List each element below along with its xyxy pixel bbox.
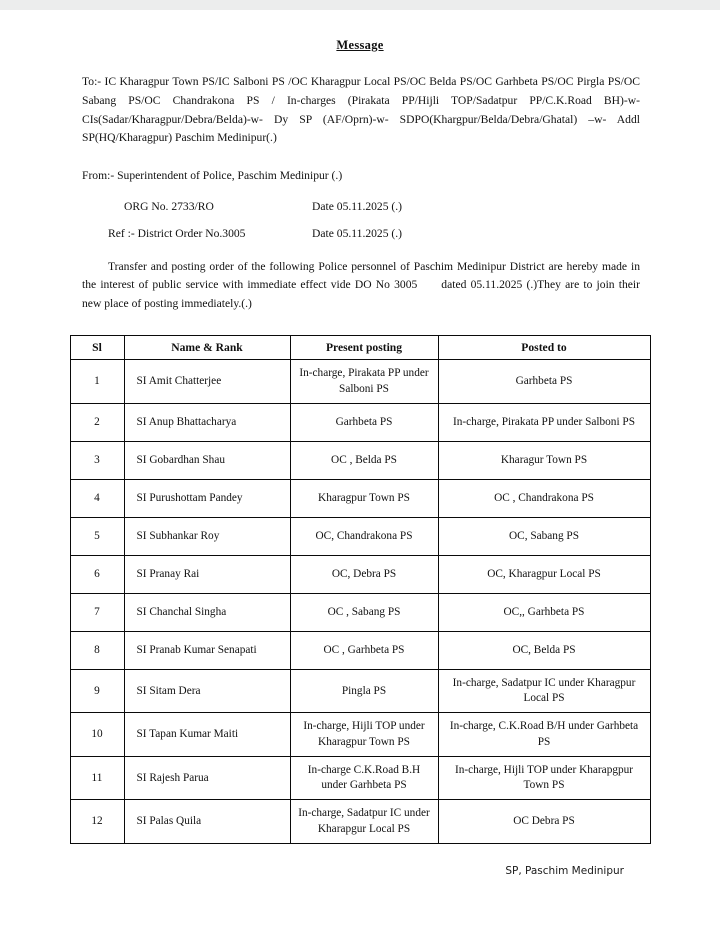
document-title: Message: [336, 38, 384, 52]
cell-posted-to: Garhbeta PS: [438, 360, 650, 404]
order-paragraph: [82, 258, 640, 313]
cell-present-posting: OC , Belda PS: [290, 441, 438, 479]
cell-present-posting: In-charge, Hijli TOP under Kharagpur Town PS: [290, 713, 438, 757]
cell-posted-to: OC, Belda PS: [438, 631, 650, 669]
table-row: [70, 403, 650, 441]
column-header-present-posting: Present posting: [290, 335, 438, 360]
cell-sl: 11: [70, 756, 124, 800]
cell-sl: 1: [70, 360, 124, 404]
cell-posted-to: OC Debra PS: [438, 800, 650, 844]
signature-block: SP, Paschim Medinipur: [505, 865, 624, 877]
cell-present-posting: In-charge C.K.Road B.H under Garhbeta PS: [290, 756, 438, 800]
cell-sl: 2: [70, 403, 124, 441]
cell-present-posting: OC , Sabang PS: [290, 593, 438, 631]
table-row: [70, 631, 650, 669]
table-row: [70, 441, 650, 479]
cell-posted-to: OC, Sabang PS: [438, 517, 650, 555]
table-row: [70, 479, 650, 517]
cell-sl: 6: [70, 555, 124, 593]
cell-posted-to: In-charge, Pirakata PP under Salboni PS: [438, 403, 650, 441]
cell-present-posting: OC, Chandrakona PS: [290, 517, 438, 555]
cell-present-posting: Pingla PS: [290, 669, 438, 713]
cell-name-rank: SI Tapan Kumar Maiti: [124, 713, 290, 757]
cell-sl: 9: [70, 669, 124, 713]
table-header-row: [70, 335, 650, 360]
table-row: [70, 800, 650, 844]
cell-name-rank: SI Purushottam Pandey: [124, 479, 290, 517]
cell-name-rank: SI Pranab Kumar Senapati: [124, 631, 290, 669]
table-head: [70, 335, 650, 360]
cell-present-posting: OC, Debra PS: [290, 555, 438, 593]
table-row: [70, 360, 650, 404]
table-row: [70, 756, 650, 800]
column-header-name-rank: Name & Rank: [124, 335, 290, 360]
cell-name-rank: SI Rajesh Parua: [124, 756, 290, 800]
cell-posted-to: In-charge, Sadatpur IC under Kharagpur Local PS: [438, 669, 650, 713]
table-row: [70, 713, 650, 757]
cell-name-rank: SI Amit Chatterjee: [124, 360, 290, 404]
order-paragraph-part2: dated 05.11.2025 (.)They are to join their new place of posting immediately.(.): [82, 278, 640, 310]
cell-sl: 3: [70, 441, 124, 479]
table-row: [70, 669, 650, 713]
cell-posted-to: In-charge, Hijli TOP under Kharapgpur Town PS: [438, 756, 650, 800]
cell-sl: 5: [70, 517, 124, 555]
cell-name-rank: SI Anup Bhattacharya: [124, 403, 290, 441]
cell-present-posting: In-charge, Sadatpur IC under Kharapgur Local PS: [290, 800, 438, 844]
cell-posted-to: OC,, Garhbeta PS: [438, 593, 650, 631]
reference-number: Ref :- District Order No.3005: [108, 226, 246, 240]
org-number: ORG No. 2733/RO: [124, 199, 214, 213]
reference-row: [82, 227, 640, 240]
cell-name-rank: SI Gobardhan Shau: [124, 441, 290, 479]
cell-sl: 12: [70, 800, 124, 844]
document-body: [82, 73, 640, 313]
sender-line: From:- Superintendent of Police, Paschim Medinipur (.): [82, 169, 343, 183]
cell-sl: 4: [70, 479, 124, 517]
page-top-band: [0, 0, 720, 10]
column-header-sl: Sl: [70, 335, 124, 360]
table-body: [70, 360, 650, 844]
cell-present-posting: OC , Garhbeta PS: [290, 631, 438, 669]
cell-sl: 7: [70, 593, 124, 631]
column-header-posted-to: Posted to: [438, 335, 650, 360]
table-row: [70, 555, 650, 593]
cell-posted-to: OC, Kharagpur Local PS: [438, 555, 650, 593]
cell-posted-to: Kharagur Town PS: [438, 441, 650, 479]
addressee-line: To:- IC Kharagpur Town PS/IC Salboni PS /OC Kharagpur Local PS/OC Belda PS/OC Garhbeta PS/OC Pirgla PS/OC Sabang PS/OC Chandrakona PS / In-charges (Pirakata PP/Hijli TOP/Sadatpur PP/C.K.Road BH)-w- CIs(Sadar/Kharagpur/Debra/Belda)-w- Dy SP (AF/Oprn)-w- SDPO(Khargpur/Belda/Debra/Ghatal) –w- Addl SP(HQ/Kharagpur) Paschim Medinipur(.): [82, 75, 640, 145]
cell-present-posting: Kharagpur Town PS: [290, 479, 438, 517]
transfer-posting-table: [70, 335, 651, 844]
cell-present-posting: Garhbeta PS: [290, 403, 438, 441]
reference-date: Date 05.11.2025 (.): [312, 226, 403, 240]
document-page: [0, 10, 720, 951]
org-number-row: [82, 200, 640, 213]
cell-posted-to: OC , Chandrakona PS: [438, 479, 650, 517]
cell-present-posting: In-charge, Pirakata PP under Salboni PS: [290, 360, 438, 404]
cell-sl: 8: [70, 631, 124, 669]
order-paragraph-part1: Transfer and posting order of the following Police personnel of Paschim Medinipur District are hereby made in the interest of public service with immediate effect vide DO No 3005: [82, 259, 640, 292]
cell-name-rank: SI Subhankar Roy: [124, 517, 290, 555]
cell-posted-to: In-charge, C.K.Road B/H under Garhbeta PS: [438, 713, 650, 757]
cell-sl: 10: [70, 713, 124, 757]
org-date: Date 05.11.2025 (.): [312, 199, 403, 213]
cell-name-rank: SI Pranay Rai: [124, 555, 290, 593]
table-row: [70, 593, 650, 631]
cell-name-rank: SI Sitam Dera: [124, 669, 290, 713]
table-row: [70, 517, 650, 555]
cell-name-rank: SI Palas Quila: [124, 800, 290, 844]
cell-name-rank: SI Chanchal Singha: [124, 593, 290, 631]
